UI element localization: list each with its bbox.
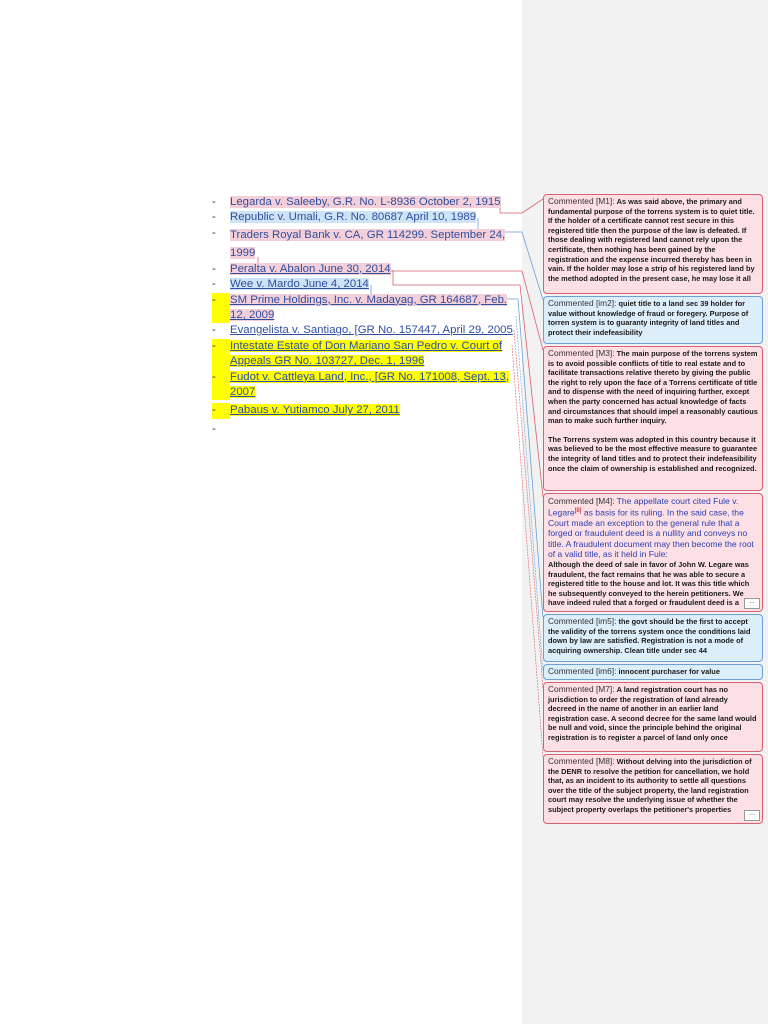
comment-balloon[interactable]	[543, 346, 763, 491]
case-citation[interactable]: Traders Royal Bank v. CA, GR 114299. September 24, 1999	[230, 228, 506, 259]
comment-balloon[interactable]	[543, 296, 763, 344]
bullet: -	[212, 293, 230, 324]
bullet: -	[212, 262, 216, 275]
comment-header: Commented [im6]:	[548, 666, 617, 676]
bullet: -	[212, 226, 216, 239]
list-item	[212, 323, 522, 338]
bullet: -	[212, 196, 216, 208]
bullet: -	[212, 370, 230, 401]
list-item	[212, 277, 522, 292]
bullet: -	[212, 278, 216, 291]
comment-body: A land registration court has no jurisdiction to order the registration of land already decreed in the name of another in an earlier land registration case. A second decree for the same land would be null and void, since the principle behind the original registration is to register a parcel of land only once	[548, 685, 757, 742]
footnote-ref[interactable]: [8]	[574, 507, 582, 514]
list-item	[212, 370, 522, 401]
case-citation[interactable]: Legarda v. Saleeby, G.R. No. L-8936 October 2, 1915	[230, 196, 501, 208]
comment-body: quiet title to a land sec 39 holder for value without knowledge of fraud or foregery. Purpose of torren system is to guaranty integrity of land titles and protect their indefeasibility	[548, 299, 749, 337]
comment-balloon[interactable]	[543, 493, 763, 612]
comment-body: The main purpose of the torrens system is to avoid possible conflicts of title to real estate and to facilitate transactions relative thereto by giving the public the right to rely upon the face of a Torrens certificate of title and to dispense with the need of inquiring further, except when the party concerned has actual knowledge of facts and circumstances that should impel a reasonably cautious man to make such further inquiry.	[548, 349, 758, 426]
comment-header: Commented [M4]:	[548, 496, 615, 506]
comment-header: Commented [M7]:	[548, 684, 615, 694]
comment-body-cont: as basis for its ruling. In the said case, the Court made an exception to the general rule that a forged or fraudulent deed is a nullity and conveys no title. A fraudulent document may then become the root of a valid title, as it held in Fule:	[548, 507, 754, 560]
case-citation[interactable]: Republic v. Umali, G.R. No. 80687 April 10, 1989	[230, 211, 477, 224]
comment-balloon[interactable]	[543, 664, 763, 680]
case-citation[interactable]: SM Prime Holdings, Inc. v. Madayag, GR 164687, Feb. 12, 2009	[230, 293, 508, 322]
comment-balloon[interactable]	[543, 754, 763, 824]
comment-balloon[interactable]	[543, 682, 763, 752]
case-citation[interactable]: Peralta v. Abalon June 30, 2014	[230, 262, 391, 275]
comment-body: The appellate court cited Fule v. Legare	[548, 496, 739, 518]
list-item	[212, 226, 522, 262]
comment-body: the govt should be the first to accept the validity of the torrens system once the conditions laid down by law are satisfied. Registration is not a mode of acquiring ownership. Clean title under sec 44	[548, 617, 751, 655]
comment-header: Commented [M3]:	[548, 348, 615, 358]
comment-body: Without delving into the jurisdiction of the DENR to resolve the petition for cancellation, we hold that, as an incident to its authority to settle all questions over the title of the subject property, the land registration court may resolve the underlying issue of whether the subject property overlaps the petitioner's properties	[548, 757, 752, 814]
bullet: -	[212, 324, 216, 337]
case-citation[interactable]: Evangelista v. Santiago, [GR No. 157447, April 29, 2005	[230, 324, 513, 337]
bullet: -	[212, 211, 216, 224]
case-citation[interactable]: Wee v. Mardo June 4, 2014	[230, 278, 369, 291]
list-item	[212, 195, 522, 210]
bullet: -	[212, 403, 230, 418]
list-item	[212, 262, 522, 277]
comment-header: Commented [M8]:	[548, 756, 615, 766]
comment-header: Commented [M1]:	[548, 196, 615, 206]
comment-body: innocent purchaser for value	[618, 667, 720, 676]
comment-header: Commented [im5]:	[548, 616, 617, 626]
list-item	[212, 422, 522, 437]
comment-balloon[interactable]	[543, 194, 763, 294]
bullet: -	[212, 339, 230, 370]
case-citation[interactable]: Pabaus v. Yutiamco July 27, 2011	[230, 404, 400, 417]
list-item	[212, 210, 522, 225]
more-button[interactable]: ...	[744, 598, 760, 609]
case-citation[interactable]: Fudot v. Cattleya Land, Inc., [GR No. 171008, Sept. 13, 2007	[230, 370, 510, 399]
case-citation[interactable]: Intestate Estate of Don Mariano San Pedro v. Court of Appeals GR No. 103727, Dec. 1, 1996	[230, 339, 503, 368]
comment-body-2: The Torrens system was adopted in this country because it was believed to be the most effective measure to guarantee the integrity of land titles and to protect their indefeasibility once the claim of ownership is established and recognized.	[548, 434, 758, 473]
comment-body-2: Although the deed of sale in favor of John W. Legare was fraudulent, the fact remains that he was able to secure a registered title to the house and lot. It was this title which he subsequently conveyed to the herein petitioners. We have indeed ruled that a forged or fraudulent deed is a	[548, 560, 750, 608]
comment-header: Commented [im2]:	[548, 298, 617, 308]
bullet: -	[212, 422, 216, 435]
comment-body: As was said above, the primary and fundamental purpose of the torrens system is to quiet title. If the holder of a certificate cannot rest secure in this registered title then the purpose of the law is defeated. If those dealing with registered land cannot rely upon the certificate, then nothing has been gained by the registration and the expense incurred thereby has been in vain. If the holder may lose a strip of his registered land by the method adopted in the present case, he may lose it all	[548, 197, 755, 283]
more-button[interactable]: ...	[744, 810, 760, 821]
comment-balloon[interactable]	[543, 614, 763, 662]
list-item	[212, 293, 522, 324]
list-item	[212, 403, 522, 418]
case-list	[212, 195, 522, 437]
list-item	[212, 339, 522, 370]
